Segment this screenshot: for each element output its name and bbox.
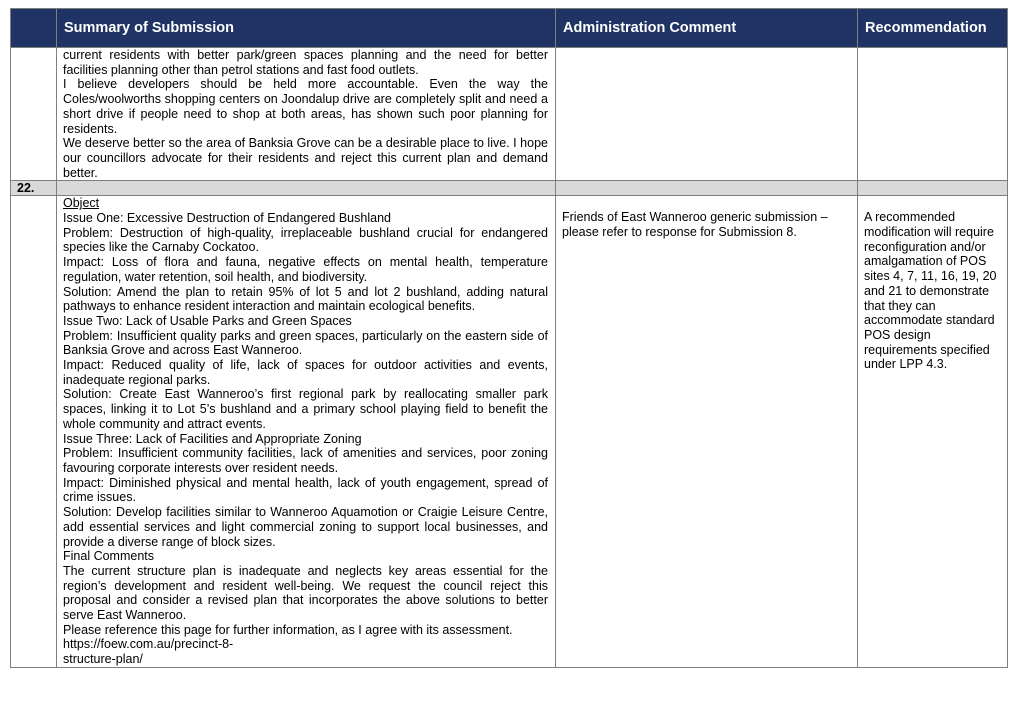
recommendation-cell [858, 48, 1008, 181]
summary-heading: Object [63, 196, 100, 211]
reference-link[interactable]: https://foew.com.au/precinct-8- [63, 637, 234, 652]
summary-paragraph: Problem: Insufficient community facilities, lack of amenities and services, poor zoning favouring corporate interests over resident needs. [63, 446, 548, 475]
row-number-cell [11, 196, 57, 668]
table-row [11, 48, 1008, 181]
summary-paragraph: Issue Two: Lack of Usable Parks and Green Spaces [63, 313, 352, 328]
reference-link-continued[interactable]: structure-plan/ [63, 652, 143, 667]
header-summary: Summary of Submission [57, 9, 556, 48]
submissions-table [10, 8, 1008, 668]
summary-paragraph: current residents with better park/green spaces planning and the need for better facilities planning other than petrol stations and fast food outlets. [63, 48, 548, 77]
summary-paragraph: The current structure plan is inadequate and neglects key areas essential for the region’s development and resident well-being. We request the council reject this proposal and consider a revised plan that incorporates the above solutions to better serve East Wanneroo. [63, 563, 548, 623]
comment-cell [556, 48, 858, 181]
summary-paragraph: Solution: Create East Wanneroo’s first regional park by reallocating smaller park spaces, linking it to Lot 5’s bushland and a primary school playing field to benefit the whole community and attract events. [63, 387, 548, 431]
summary-paragraph: We deserve better so the area of Banksia Grove can be a desirable place to live. I hope our councillors advocate for their residents and reject this current plan and demand better. [63, 136, 548, 180]
table-row [11, 196, 1008, 668]
summary-paragraph: Please reference this page for further information, as I agree with its assessment. [63, 622, 513, 637]
table-header-row [11, 9, 1008, 48]
separator-cell [858, 181, 1008, 196]
summary-cell [57, 196, 556, 668]
summary-paragraph: Impact: Diminished physical and mental health, lack of youth engagement, spread of crime issues. [63, 475, 548, 505]
comment-cell: Friends of East Wanneroo generic submission – please refer to response for Submission 8. [556, 196, 858, 668]
summary-paragraph: Final Comments [63, 549, 154, 564]
summary-cell [57, 48, 556, 181]
summary-paragraph: Impact: Loss of flora and fauna, negative effects on mental health, temperature regulation, water retention, soil health, and biodiversity. [63, 255, 548, 284]
summary-paragraph: Impact: Reduced quality of life, lack of spaces for outdoor activities and events, inadequate regional parks. [63, 358, 548, 387]
recommendation-cell: A recommended modification will require reconfiguration and/or amalgamation of POS sites 4, 7, 11, 16, 19, 20 and 21 to demonstrate that they can accommodate standard POS design requirements specified under LPP 4.3. [858, 196, 1008, 668]
summary-paragraph: Solution: Develop facilities similar to Wanneroo Aquamotion or Craigie Leisure Centre, add essential services and light commercial zoning to support local businesses, and provide a diverse range of block sizes. [63, 505, 548, 549]
row-number-cell [11, 48, 57, 181]
header-comment: Administration Comment [556, 9, 858, 48]
summary-paragraph: Issue One: Excessive Destruction of Endangered Bushland [63, 211, 391, 226]
header-recommendation: Recommendation [858, 9, 1008, 48]
summary-paragraph: Problem: Destruction of high-quality, irreplaceable bushland crucial for endangered species like the Carnaby Cockatoo. [63, 225, 548, 255]
summary-paragraph: Issue Three: Lack of Facilities and Appropriate Zoning [63, 431, 362, 446]
submission-number-row [11, 181, 1008, 196]
summary-paragraph: Solution: Amend the plan to retain 95% of lot 5 and lot 2 bushland, adding natural pathways to enhance resident interaction and maintain ecological benefits. [63, 284, 548, 314]
separator-cell [556, 181, 858, 196]
summary-paragraph: Problem: Insufficient quality parks and green spaces, particularly on the eastern side of Banksia Grove and across East Wanneroo. [63, 328, 548, 358]
header-number [11, 9, 57, 48]
submission-number: 22. [11, 181, 57, 196]
separator-cell [57, 181, 556, 196]
summary-paragraph: I believe developers should be held more accountable. Even the way the Coles/woolworths shopping centers on Joondalup drive are completely split and need a short drive if people need to shop at both areas, has shown such poor planning for residents. [63, 77, 548, 136]
